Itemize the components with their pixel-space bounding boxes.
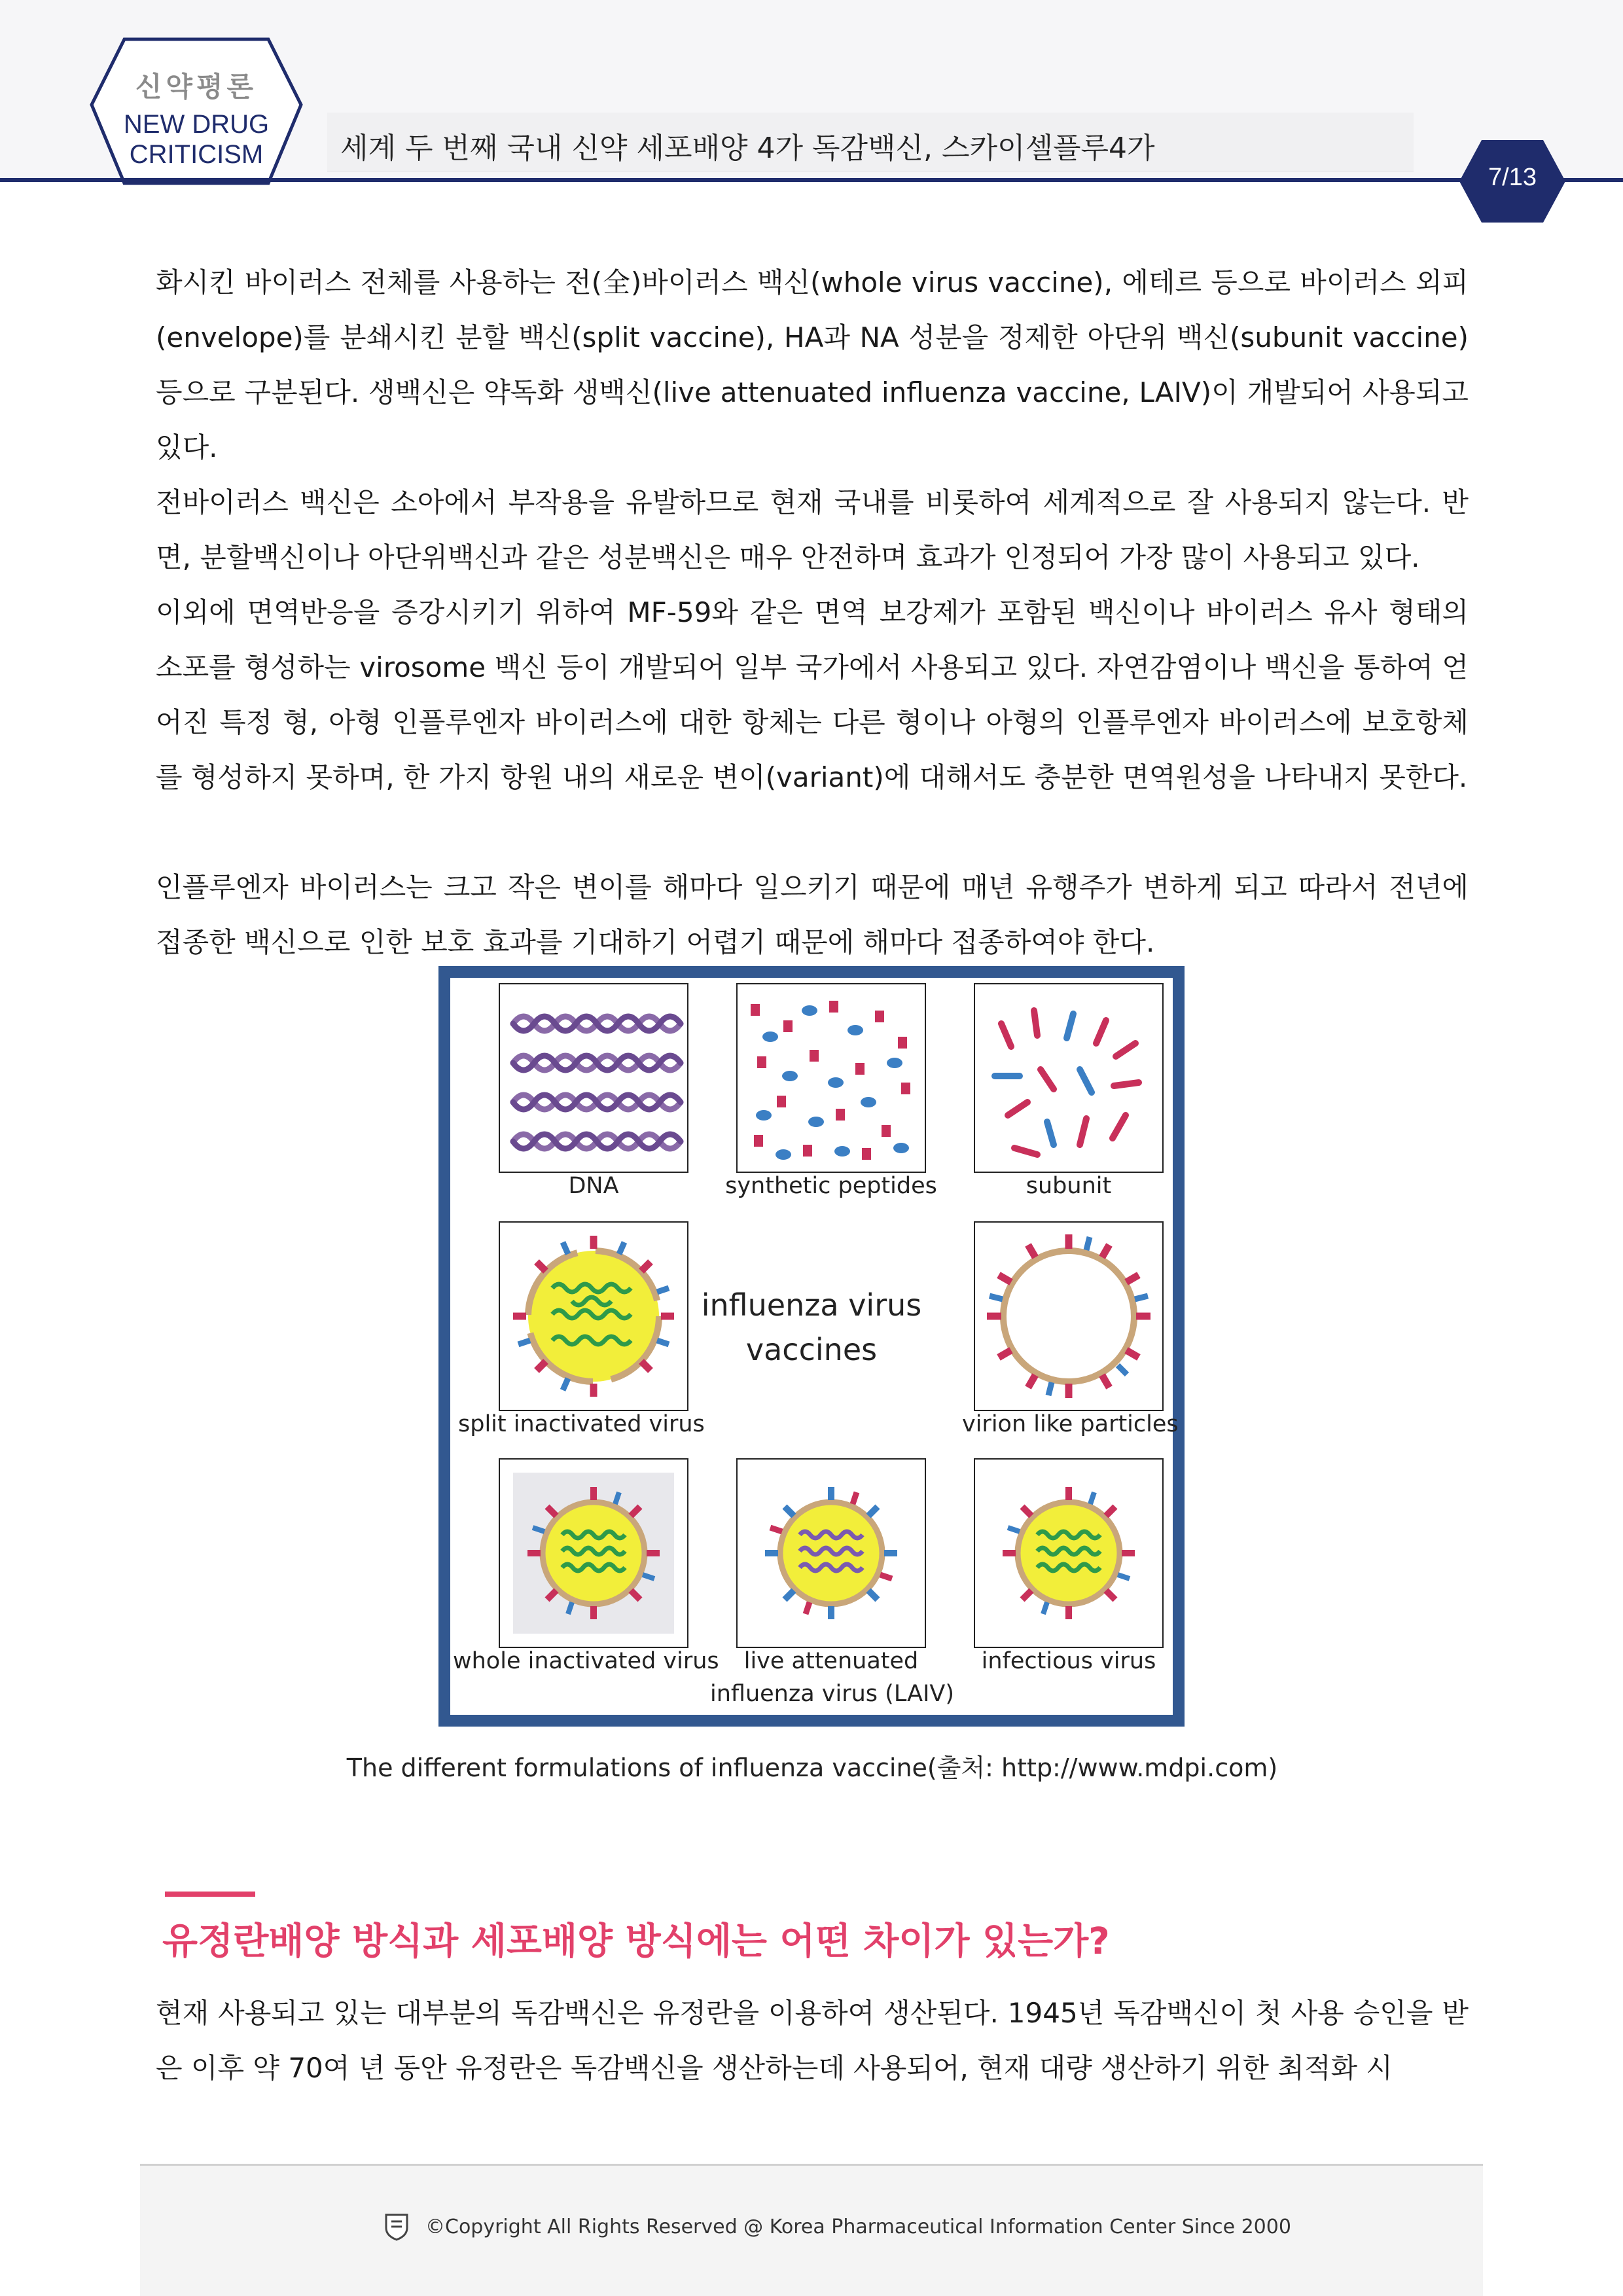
section-accent-bar (165, 1892, 255, 1897)
paragraph: 이외에 면역반응을 증강시키기 위하여 MF-59와 같은 면역 보강제가 포함된 백신이나 바이러스 유사 형태의 소포를 형성하는 virosome 백신 등이 개발되어 일부 국가에서 사용되고 있다. 자연감염이나 백신을 통하여 얻어진 특정 형, 아형 인플루엔자 바이러스에 대한 항체는 다른 형이나 아형의 인플루엔자 바이러스에 보호항체를 형성하지 못하며, 한 가지 항원 내의 새로운 변이(variant)에 대해서도 충분한 면역원성을 나타내지 못한다. (156, 596, 1469, 793)
whole-inactivated-virus-illustration (499, 1458, 688, 1648)
figure-caption: The different formulations of influenza vaccine(출처: http://www.mdpi.com) (346, 1753, 1278, 1782)
page-number: 7/13 (1488, 164, 1537, 191)
figure-center-title (700, 1283, 923, 1372)
synthetic-peptides-illustration (736, 983, 926, 1173)
paragraph: 전바이러스 백신은 소아에서 부작용을 유발하므로 현재 국내를 비롯하여 세계적으로 잘 사용되지 않는다. 반면, 분할백신이나 아단위백신과 같은 성분백신은 매우 안전하며 효과가 인정되어 가장 많이 사용되고 있다. (156, 486, 1469, 573)
section-title: 유정란배양 방식과 세포배양 방식에는 어떤 차이가 있는가? (162, 1920, 1110, 1963)
label-dna: DNA (568, 1173, 619, 1199)
label-laiv-line2: influenza virus (LAIV) (710, 1681, 954, 1707)
dna-vaccine-illustration (499, 983, 688, 1173)
live-attenuated-virus-illustration (736, 1458, 926, 1648)
subunit-illustration (974, 983, 1164, 1173)
label-synthetic-peptides: synthetic peptides (725, 1173, 937, 1199)
label-subunit: subunit (1026, 1173, 1112, 1199)
infectious-virus-illustration (974, 1458, 1164, 1648)
virion-like-particles-illustration (974, 1221, 1164, 1411)
logo-english-line2: CRITICISM (129, 140, 264, 169)
logo-english-line1: NEW DRUG (123, 110, 270, 139)
label-whole-inactivated-virus: whole inactivated virus (453, 1648, 719, 1674)
paragraph: 현재 사용되고 있는 대부분의 독감백신은 유정란을 이용하여 생산된다. 1945년 독감백신이 첫 사용 승인을 받은 이후 약 70여 년 동안 유정란은 독감백신을 생산하는데 사용되어, 현재 대량 생산하기 위한 최적화 시 (156, 1997, 1469, 2084)
label-infectious-virus: infectious virus (981, 1648, 1156, 1674)
footer-copyright: ©Copyright All Rights Reserved @ Korea Pharmaceutical Information Center Since 2000 (425, 2215, 1291, 2238)
header-divider (0, 178, 1623, 182)
paragraph: 인플루엔자 바이러스는 크고 작은 변이를 해마다 일으키기 때문에 매년 유행주가 변하게 되고 따라서 전년에 접종한 백신으로 인한 보호 효과를 기대하기 어렵기 때문에 해마다 접종하여야 한다. (156, 871, 1469, 958)
shield-logo-icon (383, 2212, 410, 2241)
logo-korean: 신약평론 (135, 71, 258, 103)
header-title: 세계 두 번째 국내 신약 세포배양 4가 독감백신, 스카이셀플루4가 (340, 132, 1155, 165)
label-split-inactivated-virus: split inactivated virus (458, 1411, 705, 1437)
label-laiv-line1: live attenuated (743, 1648, 919, 1674)
figure-center-title-line2: vaccines (745, 1332, 878, 1367)
split-inactivated-virus-illustration (499, 1221, 688, 1411)
paragraph: 화시킨 바이러스 전체를 사용하는 전(全)바이러스 백신(whole virus vaccine), 에테르 등으로 바이러스 외피(envelope)를 분쇄시킨 분할 백신(split vaccine), HA과 NA 성분을 정제한 아단위 백신(subunit vaccine) 등으로 구분된다. 생백신은 약독화 생백신(live attenuated influenza vaccine, LAIV)이 개발되어 사용되고 있다. (156, 266, 1469, 463)
figure-center-title-line1: influenza virus (701, 1287, 922, 1323)
label-virion-like-particles: virion like particles (962, 1411, 1179, 1437)
